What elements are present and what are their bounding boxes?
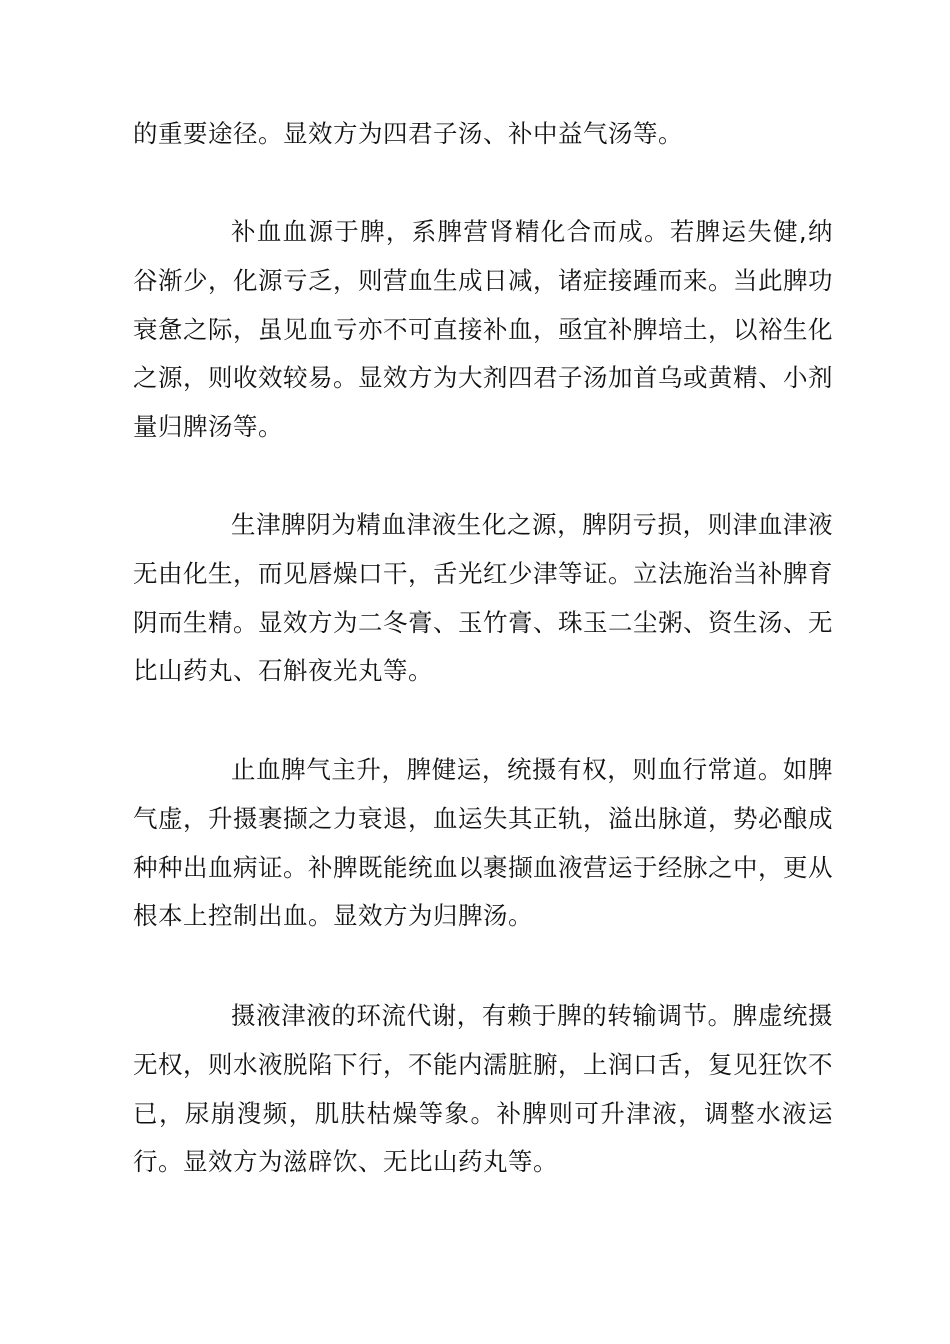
- paragraph-blood-tonifying: 补血血源于脾，系脾营肾精化合而成。若脾运失健,纳谷渐少，化源亏乏，则营血生成日减，诸症接踵而来。当此脾功衰惫之际，虽见血亏亦不可直接补血，亟宜补脾培土，以裕生化之源，则收效较易。显效方为大剂四君子汤加首乌或黄精、小剂量归脾汤等。: [133, 217, 833, 442]
- paragraph-fluid-retaining: 摄液津液的环流代谢，有赖于脾的转输调节。脾虚统摄无权，则水液脱陷下行，不能内濡脏腑，上润口舌，复见狂饮不已，尿崩溲频，肌肤枯燥等象。补脾则可升津液，调整水液运行。显效方为滋辟饮、无比山药丸等。: [133, 1001, 833, 1177]
- paragraph-bleeding-stopping: 止血脾气主升，脾健运，统摄有权，则血行常道。如脾气虚，升摄裹撷之力衰退，血运失其正轨，溢出脉道，势必酿成种种出血病证。补脾既能统血以裹撷血液营运于经脉之中，更从根本上控制出血。显效方为归脾汤。: [133, 755, 833, 931]
- paragraph-continuation: 的重要途径。显效方为四君子汤、补中益气汤等。: [133, 119, 683, 148]
- paragraph-fluid-generating: 生津脾阴为精血津液生化之源，脾阴亏损，则津血津液无由化生，而见唇燥口干，舌光红少津等证。立法施治当补脾育阴而生精。显效方为二冬膏、玉竹膏、珠玉二尘粥、资生汤、无比山药丸、石斛夜光丸等。: [133, 510, 833, 686]
